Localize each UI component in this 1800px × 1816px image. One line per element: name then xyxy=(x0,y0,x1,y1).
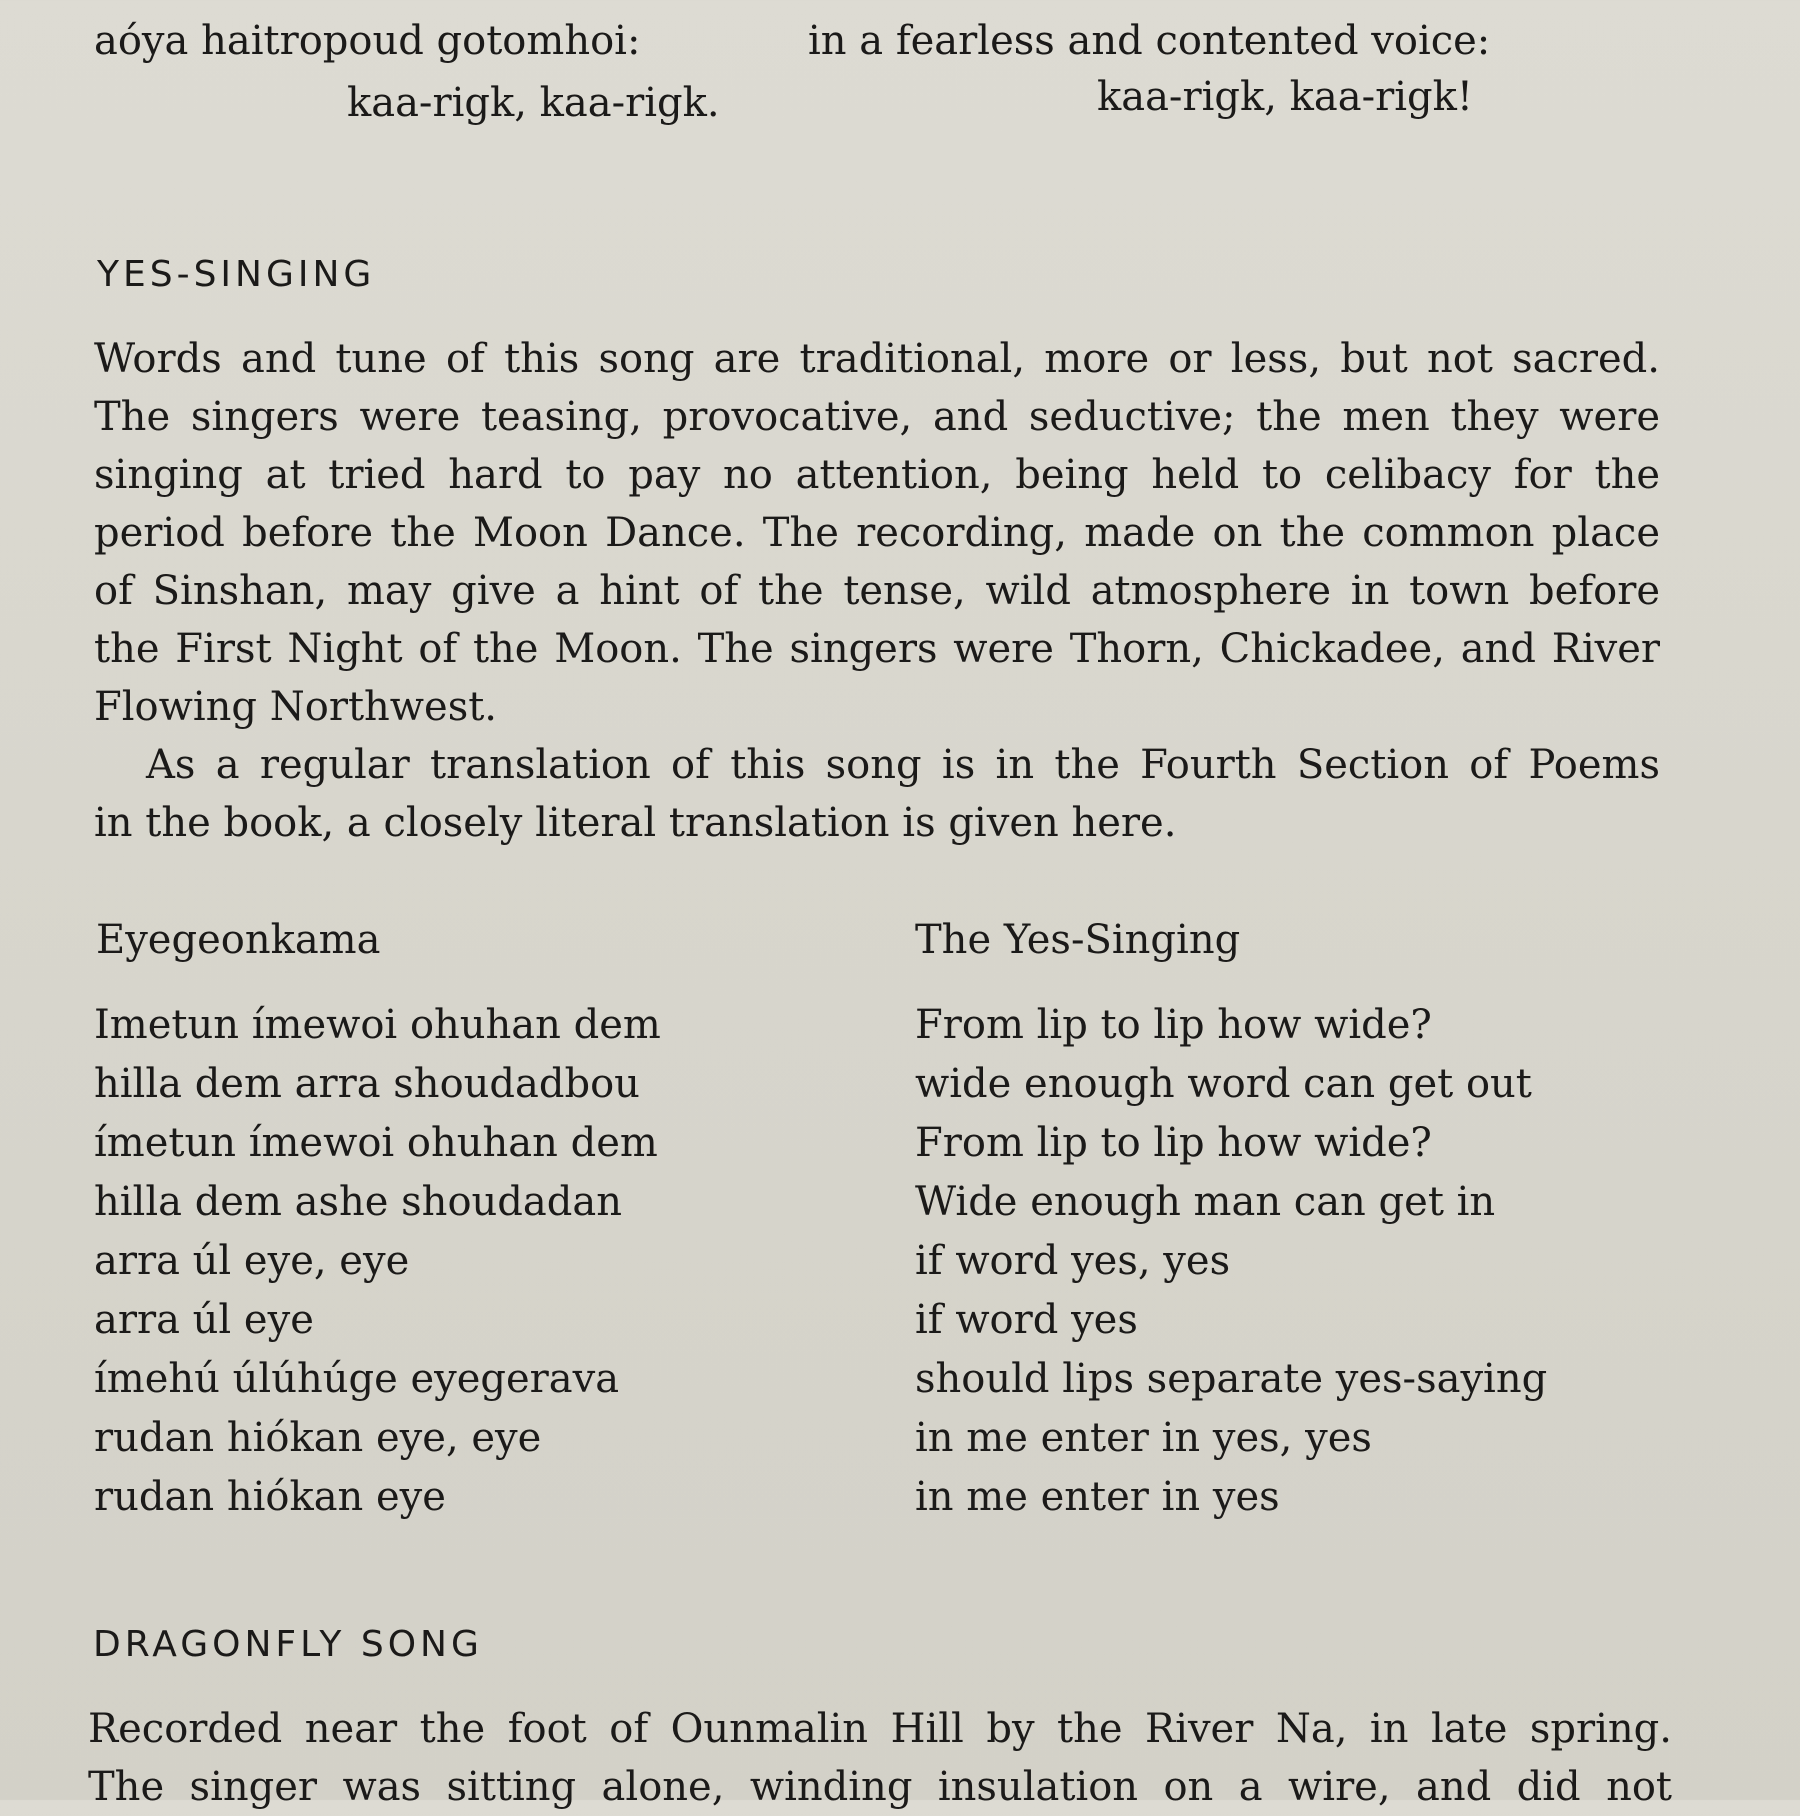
top-left-verse-line: aóya haitropoud gotomhoi: xyxy=(94,18,641,64)
paragraph-line: Flowing Northwest. xyxy=(94,684,498,730)
dragonfly-intro-paragraph xyxy=(88,1700,1672,1816)
top-left-refrain: kaa-rigk, kaa-rigk. xyxy=(347,80,720,126)
top-right-verse-line: in a fearless and contented voice: xyxy=(808,18,1491,64)
verse-line: Imetun ímewoi ohuhan dem xyxy=(94,1002,661,1048)
paragraph-line: Words and tune of this song are traditional, more or less, but not sacred. xyxy=(94,336,1660,382)
verse-line: Wide enough man can get in xyxy=(915,1179,1496,1225)
original-poem-verses xyxy=(94,996,661,1527)
yes-singing-intro-paragraph xyxy=(94,330,1660,852)
section-heading-dragonfly-song: DRAGONFLY SONG xyxy=(93,1624,483,1665)
verse-line: arra úl eye xyxy=(94,1297,314,1343)
verse-line: rudan hiókan eye xyxy=(94,1474,446,1520)
verse-line: should lips separate yes-saying xyxy=(915,1356,1548,1402)
verse-line: in me enter in yes, yes xyxy=(915,1415,1372,1461)
verse-line: if word yes, yes xyxy=(915,1238,1231,1284)
verse-line: From lip to lip how wide? xyxy=(915,1002,1432,1048)
verse-line: hilla dem arra shoudadbou xyxy=(94,1061,640,1107)
paragraph-line: of Sinshan, may give a hint of the tense, wild atmosphere in town before xyxy=(94,568,1660,614)
verse-line: wide enough word can get out xyxy=(915,1061,1532,1107)
verse-line: rudan hiókan eye, eye xyxy=(94,1415,542,1461)
top-right-refrain: kaa-rigk, kaa-rigk! xyxy=(1097,74,1473,120)
paragraph-line: As a regular translation of this song is in the Fourth Section of Poems xyxy=(146,742,1660,788)
verse-line: if word yes xyxy=(915,1297,1138,1343)
verse-line: hilla dem ashe shoudadan xyxy=(94,1179,622,1225)
paragraph-line: the First Night of the Moon. The singers were Thorn, Chickadee, and River xyxy=(94,626,1660,672)
section-heading-yes-singing: YES-SINGING xyxy=(97,254,376,295)
translation-poem-verses xyxy=(915,996,1547,1527)
paragraph-line: period before the Moon Dance. The recording, made on the common place xyxy=(94,510,1660,556)
paragraph-line: The singer was sitting alone, winding insulation on a wire, and did not xyxy=(88,1764,1672,1810)
verse-line: From lip to lip how wide? xyxy=(915,1120,1432,1166)
paragraph-line: Recorded near the foot of Ounmalin Hill by the River Na, in late spring. xyxy=(88,1706,1672,1752)
original-poem-title: Eyegeonkama xyxy=(96,917,381,963)
verse-line: ímetun ímewoi ohuhan dem xyxy=(94,1120,658,1166)
translation-poem-title: The Yes-Singing xyxy=(915,917,1241,963)
verse-line: ímehú úlúhúge eyegerava xyxy=(94,1356,620,1402)
paragraph-line: in the book, a closely literal translation is given here. xyxy=(94,800,1177,846)
paragraph-line: singing at tried hard to pay no attention, being held to celibacy for the xyxy=(94,452,1660,498)
verse-line: arra úl eye, eye xyxy=(94,1238,410,1284)
verse-line: in me enter in yes xyxy=(915,1474,1280,1520)
paragraph-line: The singers were teasing, provocative, and seductive; the men they were xyxy=(94,394,1660,440)
